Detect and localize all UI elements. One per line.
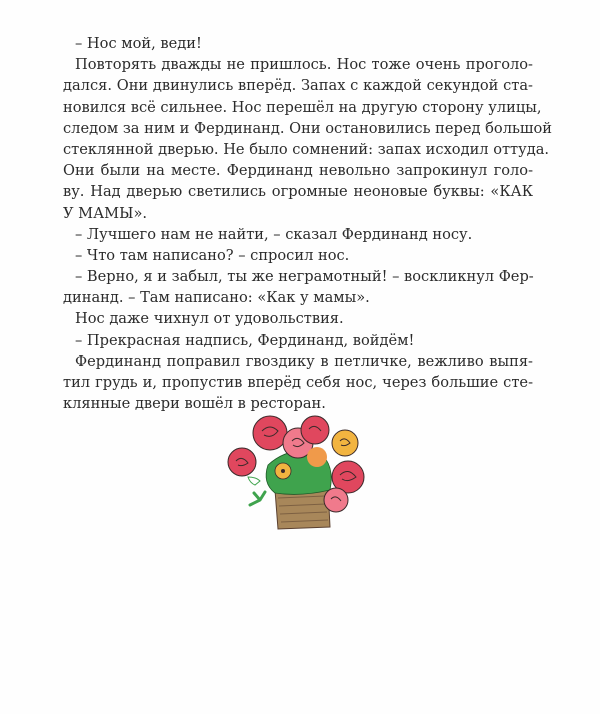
text-line: ву. Над дверью светились огромные неоновые буквы: «КАК [63, 183, 533, 201]
text-line: стеклянной дверью. Не было сомнений: запах исходил оттуда. [63, 140, 550, 158]
text-line: – Прекрасная надпись, Фердинанд, войдём! [75, 331, 415, 349]
text-line: – Верно, я и забыл, ты же неграмотный! – воскликнул Фер- [75, 268, 534, 286]
text-line: Они были на месте. Фердинанд невольно запрокинул голо- [63, 162, 533, 180]
text-line: клянные двери вошёл в ресторан. [63, 395, 326, 413]
text-line: Фердинанд поправил гвоздику в петличке, вежливо выпя- [75, 352, 533, 370]
text-line: следом за ним и Фердинанд. Они остановились перед большой [63, 119, 553, 137]
text-line: – Нос мой, веди! [75, 35, 202, 52]
text-line: Нос даже чихнул от удовольствия. [75, 310, 344, 328]
text-line: – Лучшего нам не найти, – сказал Фердинанд носу. [75, 225, 473, 243]
text-line: динанд. – Там написано: «Как у мамы». [63, 289, 370, 307]
text-line: У МАМЫ». [63, 204, 148, 222]
flower-basket-icon [220, 405, 370, 530]
text-line: дался. Они двинулись вперёд. Запах с каждой секундой ста- [63, 77, 533, 95]
story-text [63, 33, 553, 414]
text-line: тил грудь и, пропустив вперёд себя нос, через большие сте- [63, 374, 533, 391]
text-line: – Что там написано? – спросил нос. [75, 246, 350, 264]
text-line: новился всё сильнее. Нос перешёл на другую сторону улицы, [63, 98, 542, 116]
flower-basket-illustration [220, 405, 370, 530]
text-line: Повторять дважды не пришлось. Нос тоже очень проголо- [75, 56, 533, 74]
